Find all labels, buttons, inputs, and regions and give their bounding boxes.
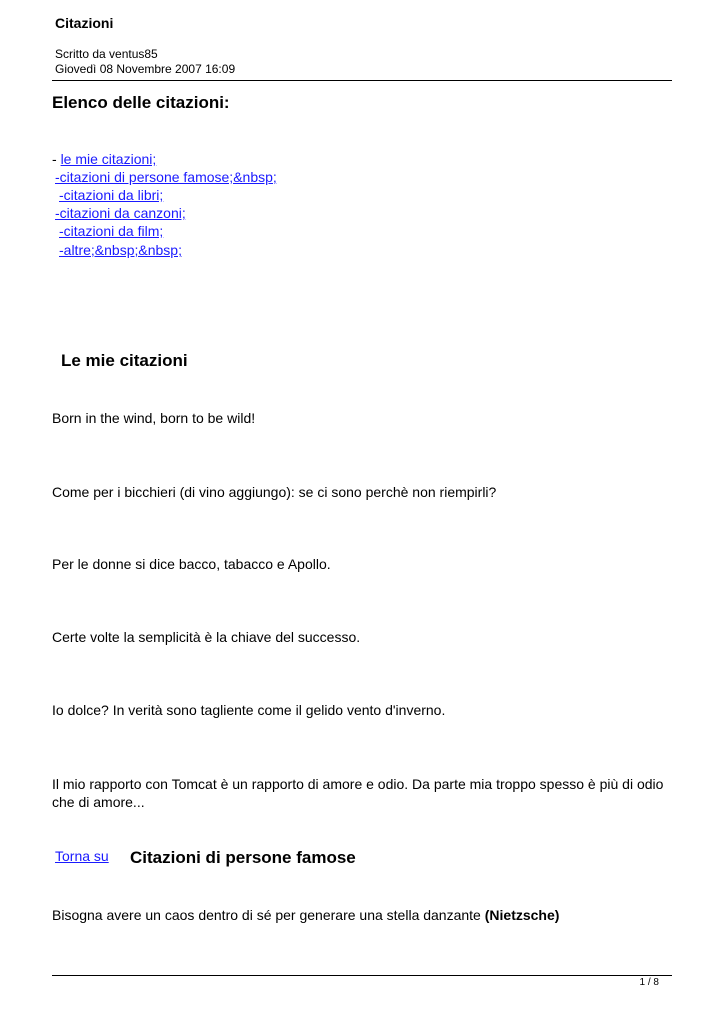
- toc-dash: -: [52, 151, 61, 167]
- section-heading-persone-famose: Citazioni di persone famose: [130, 848, 356, 867]
- date-line: Giovedì 08 Novembre 2007 16:09: [55, 62, 236, 76]
- author-line: Scritto da ventus85: [55, 47, 158, 61]
- toc-item-3-row: [59, 187, 163, 203]
- quote-2: Come per i bicchieri (di vino aggiungo): se ci sono perchè non riempirli?: [52, 484, 497, 500]
- toc-heading: Elenco delle citazioni:: [52, 93, 230, 112]
- toc-item-5-row: [59, 223, 163, 239]
- toc-link-altre[interactable]: -altre;&nbsp;&nbsp;: [59, 242, 182, 258]
- famous-quote-1: [52, 906, 672, 924]
- toc-link-persone-famose[interactable]: -citazioni di persone famose;&nbsp;: [55, 169, 277, 185]
- header-divider: [52, 80, 672, 81]
- toc-item-6-row: [59, 242, 182, 258]
- toc-item-1-row: [52, 151, 156, 167]
- document-title: Citazioni: [55, 15, 114, 31]
- famous-quote-author: (Nietzsche): [484, 907, 560, 923]
- page-number: 1 / 8: [639, 977, 659, 988]
- quote-5: Io dolce? In verità sono tagliente come il gelido vento d'inverno.: [52, 702, 446, 718]
- toc-link-canzoni[interactable]: -citazioni da canzoni;: [55, 205, 186, 221]
- back-to-top-link[interactable]: Torna su: [55, 848, 109, 864]
- famous-quote-text: Bisogna avere un caos dentro di sé per generare una stella danzante: [52, 907, 485, 923]
- quote-1: Born in the wind, born to be wild!: [52, 410, 256, 426]
- toc-link-libri[interactable]: -citazioni da libri;: [59, 187, 164, 203]
- footer-divider: [52, 975, 672, 976]
- toc-link-mie-citazioni[interactable]: le mie citazioni;: [60, 151, 157, 167]
- quote-4: Certe volte la semplicità è la chiave del successo.: [52, 629, 361, 645]
- section-heading-mie-citazioni: Le mie citazioni: [61, 351, 188, 370]
- quote-3: Per le donne si dice bacco, tabacco e Apollo.: [52, 556, 331, 572]
- toc-item-2-row: [55, 169, 277, 185]
- toc-link-film[interactable]: -citazioni da film;: [59, 223, 164, 239]
- toc-item-4-row: [55, 205, 186, 221]
- quote-6: Il mio rapporto con Tomcat è un rapporto di amore e odio. Da parte mia troppo spesso è più di odio che di amore...: [52, 776, 664, 810]
